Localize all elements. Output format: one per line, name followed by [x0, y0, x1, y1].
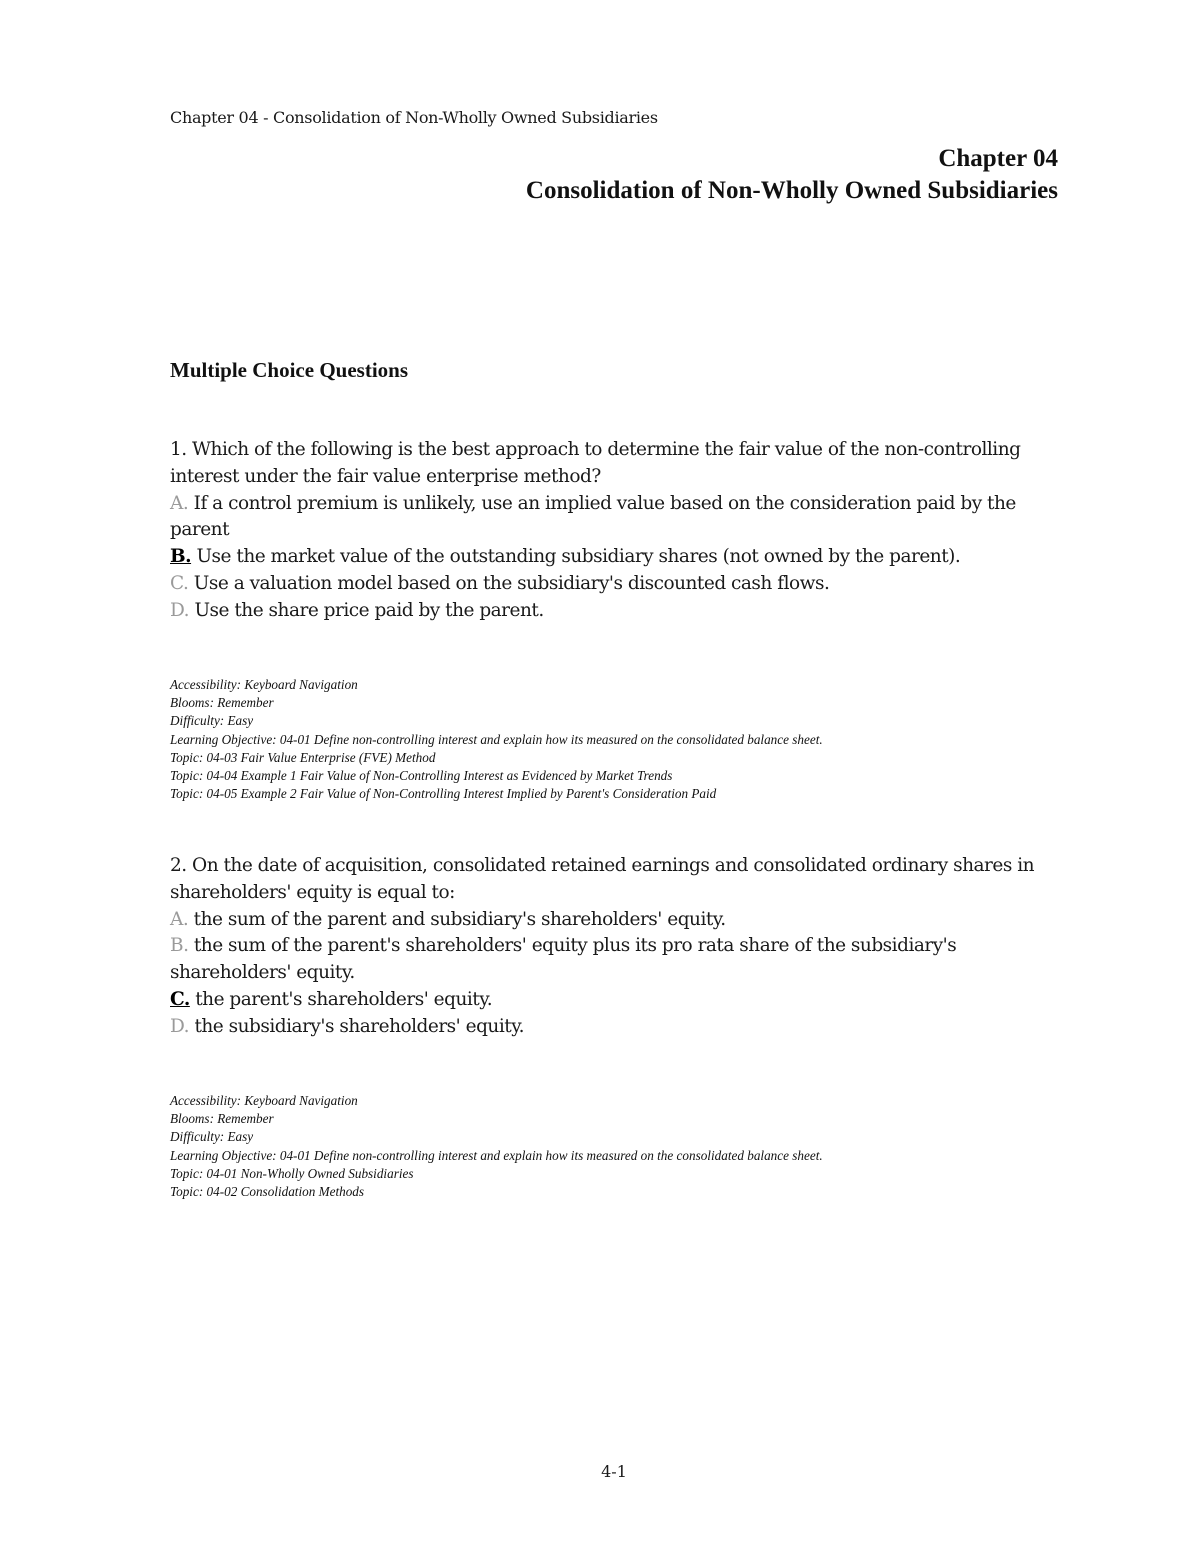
option-letter: B. [170, 546, 192, 568]
chapter-title-block [526, 143, 1058, 207]
question-2-metadata [170, 1092, 1070, 1201]
option-letter: C. [170, 572, 189, 594]
question-2 [170, 853, 1050, 1041]
option-d [170, 1014, 1050, 1041]
meta-learning-objective: Learning Objective: 04-01 Define non-controlling interest and explain how its measured on the consolidated balance sheet. [170, 731, 823, 747]
option-letter: A. [170, 492, 189, 514]
question-1-metadata [170, 676, 1070, 803]
meta-accessibility: Accessibility: Keyboard Navigation [170, 677, 358, 692]
option-letter: C. [170, 988, 190, 1010]
meta-difficulty: Difficulty: Easy [170, 1129, 254, 1145]
option-letter: A. [170, 908, 189, 930]
option-a [170, 491, 1050, 545]
chapter-name-title: Consolidation of Non-Wholly Owned Subsidiaries [525, 177, 1058, 204]
meta-blooms: Blooms: Remember [170, 1111, 274, 1127]
option-text: the subsidiary's shareholders' equity. [194, 1015, 525, 1037]
option-text: the parent's shareholders' equity. [195, 988, 493, 1010]
page-number: 4-1 [601, 1462, 627, 1481]
option-c-correct [170, 987, 1050, 1014]
option-a [170, 907, 1050, 934]
meta-topic: Topic: 04-04 Example 1 Fair Value of Non-Controlling Interest as Evidenced by Market Trends [170, 768, 673, 784]
option-text: If a control premium is unlikely, use an implied value based on the consideration paid by the parent [170, 492, 1016, 541]
option-text: Use the share price paid by the parent. [194, 599, 544, 621]
option-text: Use a valuation model based on the subsidiary's discounted cash flows. [193, 572, 830, 594]
option-text: the sum of the parent's shareholders' equity plus its pro rata share of the subsidiary's shareholders' equity. [170, 935, 957, 984]
running-header: Chapter 04 - Consolidation of Non-Wholly Owned Subsidiaries [170, 108, 658, 127]
chapter-number-title: Chapter 04 [938, 145, 1058, 172]
option-b-correct [170, 544, 1050, 571]
option-letter: B. [170, 935, 189, 957]
meta-topic: Topic: 04-03 Fair Value Enterprise (FVE) Method [170, 749, 436, 765]
option-text: Use the market value of the outstanding subsidiary shares (not owned by the parent). [196, 546, 961, 568]
option-d [170, 598, 1050, 625]
question-stem: 2. On the date of acquisition, consolidated retained earnings and consolidated ordinary shares in shareholders' equity is equal to: [170, 855, 1035, 903]
option-letter: D. [170, 599, 190, 621]
meta-accessibility: Accessibility: Keyboard Navigation [170, 1093, 358, 1108]
option-c [170, 571, 1050, 598]
meta-topic: Topic: 04-05 Example 2 Fair Value of Non-Controlling Interest Implied by Parent's Consideration Paid [170, 786, 717, 802]
question-stem: 1. Which of the following is the best approach to determine the fair value of the non-controlling interest under the fair value enterprise method? [170, 439, 1021, 487]
option-letter: D. [170, 1015, 190, 1037]
meta-topic: Topic: 04-01 Non-Wholly Owned Subsidiaries [170, 1165, 414, 1181]
option-text: the sum of the parent and subsidiary's shareholders' equity. [193, 908, 726, 930]
question-1 [170, 437, 1050, 625]
meta-difficulty: Difficulty: Easy [170, 713, 254, 729]
section-heading: Multiple Choice Questions [170, 358, 409, 382]
option-b [170, 933, 1050, 987]
meta-topic: Topic: 04-02 Consolidation Methods [170, 1184, 365, 1200]
meta-learning-objective: Learning Objective: 04-01 Define non-controlling interest and explain how its measured on the consolidated balance sheet. [170, 1147, 823, 1163]
meta-blooms: Blooms: Remember [170, 695, 274, 711]
